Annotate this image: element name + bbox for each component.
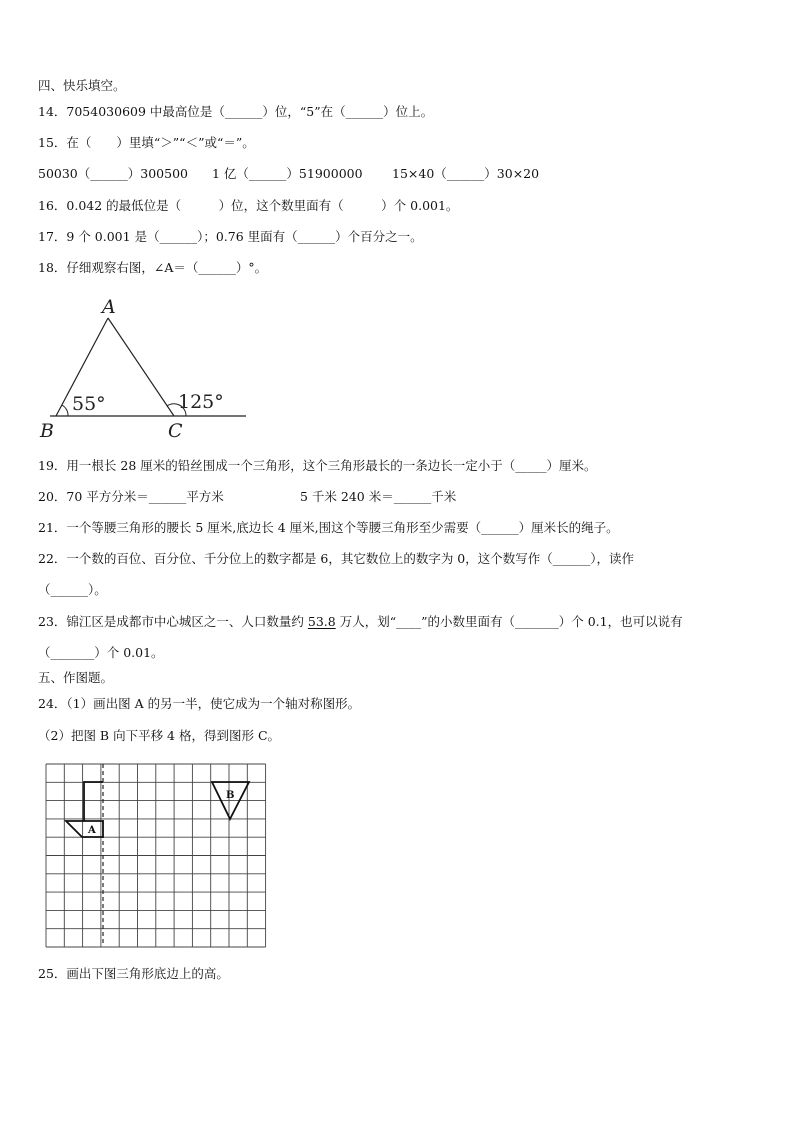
- question-22-continued: （______）。: [38, 582, 107, 597]
- grid-figure: [44, 762, 270, 948]
- question-15: 15．在（ ）里填“＞”“＜”或“＝”。: [38, 135, 255, 150]
- question-24-part-2: （2）把图 B 向下平移 4 格，得到图形 C。: [38, 728, 281, 743]
- question-18: 18．仔细观察右图，∠A＝（______）°。: [38, 260, 268, 275]
- question-15-item-b: 1 亿（______）51900000: [212, 166, 363, 181]
- triangle-figure: [34, 292, 254, 444]
- question-17: 17．9 个 0.001 是（______）；0.76 里面有（______）个百分之一。: [38, 229, 423, 244]
- question-23-underlined-number: 53.8: [307, 614, 336, 629]
- question-24-part-1: 24．（1）画出图 A 的另一半，使它成为一个轴对称图形。: [38, 696, 361, 711]
- figure-a-upper-edge: [84, 782, 103, 821]
- angle-exterior-label: 125°: [178, 391, 224, 413]
- question-22: 22．一个数的百位、百分位、千分位上的数字都是 6，其它数位上的数字为 0，这个数写作（______），读作: [38, 551, 635, 566]
- question-23-lead: 23．锦江区是成都市中心城区之一、人口数量约: [38, 614, 308, 629]
- section-5-heading: 五、作图题。: [38, 670, 114, 685]
- question-15-item-a: 50030（______）300500: [38, 166, 188, 181]
- side-ac: [108, 318, 174, 416]
- question-25: 25．画出下图三角形底边上的高。: [38, 966, 229, 981]
- question-23: [38, 616, 683, 629]
- vertex-c-label: C: [168, 420, 183, 442]
- question-19: 19．用一根长 28 厘米的铅丝围成一个三角形，这个三角形最长的一条边长一定小于（_____）厘米。: [38, 458, 597, 473]
- question-15-item-c: 15×40（______）30×20: [392, 166, 540, 181]
- vertex-b-label: B: [40, 420, 54, 442]
- figure-a-label: A: [88, 825, 96, 836]
- question-23-continued: （_______）个 0.01。: [38, 645, 164, 660]
- vertex-a-label: A: [102, 296, 116, 318]
- section-4-heading: 四、快乐填空。: [38, 78, 126, 93]
- angle-b-arc: [62, 405, 68, 416]
- angle-b-label: 55°: [72, 393, 106, 415]
- question-14: 14．7054030609 中最高位是（______）位，“5”在（______）位上。: [38, 104, 434, 119]
- question-16: 16．0.042 的最低位是（ ）位，这个数里面有（ ）个 0.001。: [38, 198, 459, 213]
- figure-a-shape: [66, 821, 103, 837]
- question-20-part-b: 5 千米 240 米＝______千米: [300, 489, 457, 504]
- question-23-tail: 万人，划“____”的小数里面有（_______）个 0.1，也可以说有: [335, 614, 683, 629]
- question-21: 21．一个等腰三角形的腰长 5 厘米,底边长 4 厘米,围这个等腰三角形至少需要（______）厘米长的绳子。: [38, 520, 619, 535]
- figure-b-label: B: [226, 790, 235, 801]
- question-20-part-a: 20．70 平方分米＝______平方米: [38, 489, 224, 504]
